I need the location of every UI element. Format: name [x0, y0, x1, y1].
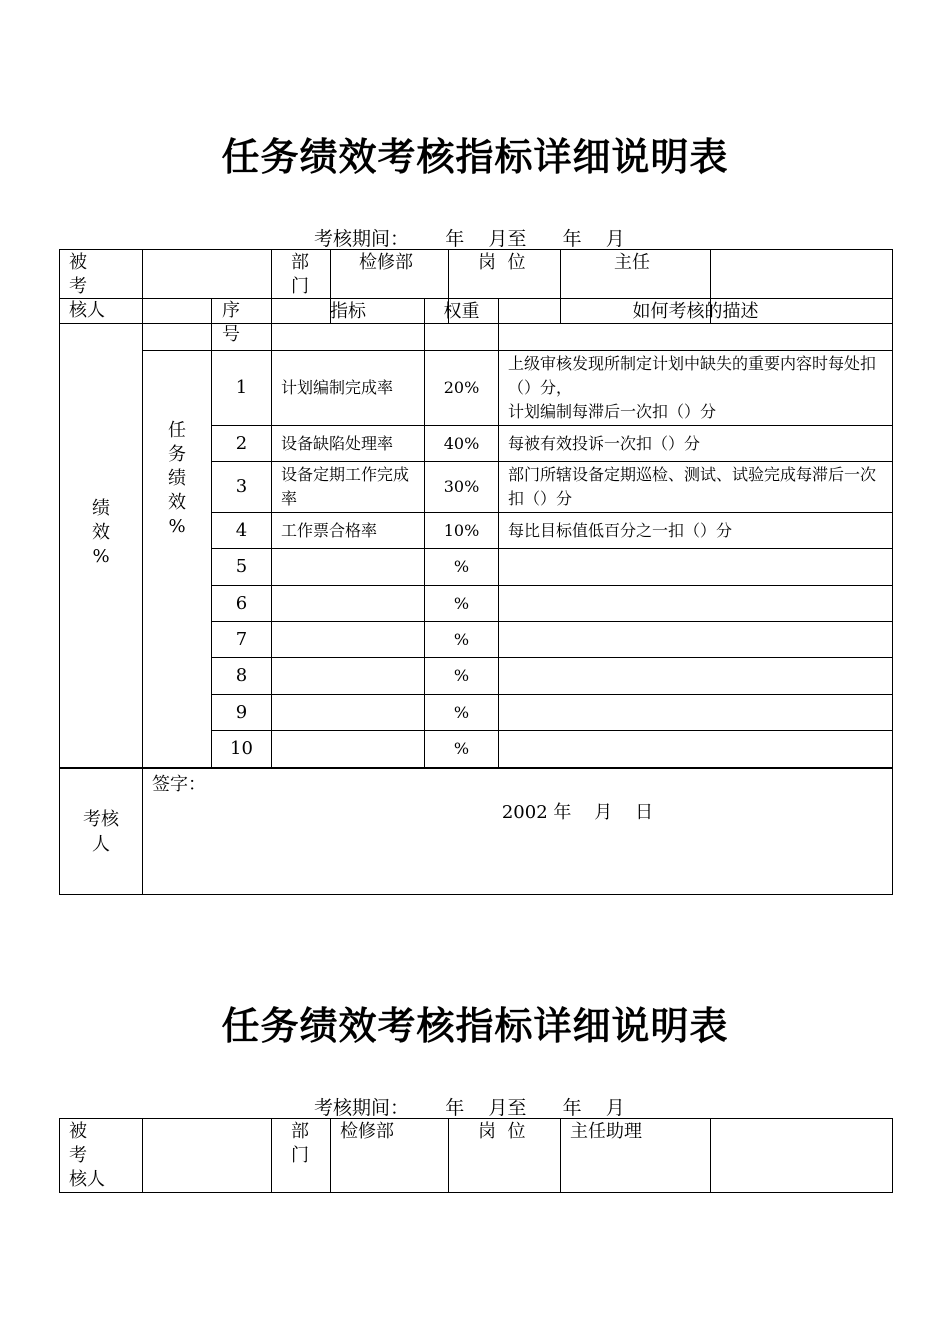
dept-value[interactable]: 检修部 — [331, 1119, 449, 1193]
seq-cell: 3 — [212, 462, 272, 513]
indicator-header: 指标 — [272, 299, 425, 351]
form2-period: 考核期间： 年 月至 年 月 — [314, 1097, 625, 1119]
description-cell[interactable] — [499, 586, 893, 622]
form1-title: 任务绩效考核指标详细说明表 — [221, 135, 729, 179]
header-extra-cell[interactable] — [711, 1119, 893, 1193]
form2-title: 任务绩效考核指标详细说明表 — [221, 1004, 729, 1048]
weight-header: 权重 — [425, 299, 499, 351]
form1-indicator-table — [59, 298, 893, 768]
signature-label: 签字： — [152, 774, 206, 795]
table-row — [60, 351, 893, 426]
description-cell[interactable] — [499, 622, 893, 658]
dept-label: 部 门 — [272, 250, 331, 324]
task-performance-label: 任 务 绩 效 % — [143, 351, 212, 768]
seq-header: 序 号 — [212, 299, 272, 351]
seq-cell: 9 — [212, 695, 272, 731]
indicator-cell[interactable]: 计划编制完成率 — [272, 351, 425, 426]
description-cell[interactable]: 部门所辖设备定期巡检、测试、试验完成每滞后一次扣（）分 — [499, 462, 893, 513]
post-label: 岗 位 — [449, 250, 561, 324]
dept-label: 部 门 — [272, 1119, 331, 1193]
weight-cell[interactable]: 30% — [425, 462, 499, 513]
form1-sign-table — [59, 768, 893, 895]
seq-cell: 8 — [212, 658, 272, 695]
indicator-cell[interactable] — [272, 731, 425, 768]
description-cell[interactable] — [499, 695, 893, 731]
seq-cell: 7 — [212, 622, 272, 658]
weight-cell[interactable]: % — [425, 695, 499, 731]
post-value[interactable]: 主任助理 — [561, 1119, 711, 1193]
indicator-cell[interactable]: 设备缺陷处理率 — [272, 426, 425, 462]
reviewer-label: 考核 人 — [60, 769, 143, 895]
seq-cell: 4 — [212, 513, 272, 549]
seq-cell: 2 — [212, 426, 272, 462]
description-cell[interactable] — [499, 731, 893, 768]
seq-cell: 5 — [212, 549, 272, 586]
weight-cell[interactable]: % — [425, 622, 499, 658]
description-cell[interactable] — [499, 658, 893, 695]
post-label: 岗 位 — [449, 1119, 561, 1193]
weight-cell[interactable]: 40% — [425, 426, 499, 462]
indicator-cell[interactable]: 工作票合格率 — [272, 513, 425, 549]
indicator-cell[interactable] — [272, 586, 425, 622]
examinee-label: 被 考 核人 — [60, 250, 143, 324]
form1-period: 考核期间： 年 月至 年 月 — [314, 228, 625, 250]
description-cell[interactable]: 上级审核发现所制定计划中缺失的重要内容时每处扣（）分， 计划编制每滞后一次扣（）分 — [499, 351, 893, 426]
performance-label: 绩 效 % — [60, 299, 143, 768]
indicator-cell[interactable] — [272, 549, 425, 586]
description-header: 如何考核的描述 — [499, 299, 893, 351]
dept-value[interactable]: 检修部 — [331, 250, 449, 324]
indicator-cell[interactable] — [272, 695, 425, 731]
blank-header-cell — [143, 299, 212, 351]
description-cell[interactable]: 每比目标值低百分之一扣（）分 — [499, 513, 893, 549]
signature-date: 2002 年 月 日 — [501, 802, 654, 823]
weight-cell[interactable]: 10% — [425, 513, 499, 549]
seq-cell: 1 — [212, 351, 272, 426]
examinee-value[interactable] — [143, 1119, 272, 1193]
examinee-label: 被 考 核人 — [60, 1119, 143, 1193]
weight-cell[interactable]: 20% — [425, 351, 499, 426]
indicator-cell[interactable] — [272, 658, 425, 695]
signature-cell[interactable] — [143, 769, 893, 895]
form2-header-table — [59, 1118, 893, 1193]
seq-cell: 6 — [212, 586, 272, 622]
description-cell[interactable]: 每被有效投诉一次扣（）分 — [499, 426, 893, 462]
indicator-cell[interactable] — [272, 622, 425, 658]
weight-cell[interactable]: % — [425, 586, 499, 622]
seq-cell: 10 — [212, 731, 272, 768]
weight-cell[interactable]: % — [425, 658, 499, 695]
post-value[interactable]: 主任 — [561, 250, 711, 324]
weight-cell[interactable]: % — [425, 731, 499, 768]
indicator-cell[interactable]: 设备定期工作完成率 — [272, 462, 425, 513]
weight-cell[interactable]: % — [425, 549, 499, 586]
description-cell[interactable] — [499, 549, 893, 586]
